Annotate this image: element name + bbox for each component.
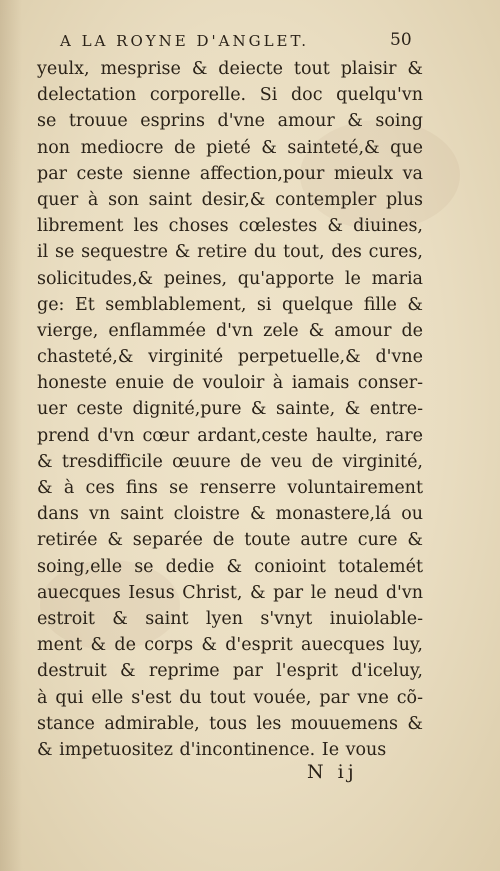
text-line: yeulx, mesprise & deiecte tout plaisir & bbox=[37, 59, 423, 79]
text-line: auecques Iesus Christ, & par le neud d'vn bbox=[37, 582, 423, 603]
text-line: & impetuositez d'incontinence. Ie vous bbox=[37, 739, 387, 760]
page-number: 50 bbox=[390, 30, 412, 50]
page-header bbox=[60, 32, 440, 56]
text-line: à qui elle s'est du tout vouée, par vne cõ- bbox=[37, 687, 423, 708]
text-line: chasteté,& virginité perpetuelle,& d'vne bbox=[37, 347, 423, 368]
text-line: destruit & reprime par l'esprit d'iceluy, bbox=[37, 661, 423, 682]
text-line: estroit & saint lyen s'vnyt inuiolable- bbox=[37, 608, 423, 629]
text-line: & tresdifficile œuure de veu de virginité, bbox=[37, 451, 423, 472]
text-line: solicitudes,& peines, qu'apporte le maria bbox=[37, 268, 423, 289]
running-title: A LA ROYNE D'ANGLET. bbox=[60, 32, 310, 50]
text-line: retirée & separée de toute autre cure & bbox=[37, 530, 423, 551]
text-line: non mediocre de pieté & sainteté,& que bbox=[37, 137, 423, 158]
text-line: se trouue esprins d'vne amour & soing bbox=[37, 111, 423, 132]
text-line: librement les choses cœlestes & diuines, bbox=[37, 216, 423, 237]
text-line: dans vn saint cloistre & monastere,lá ou bbox=[37, 504, 423, 525]
text-line: uer ceste dignité,pure & sainte, & entre- bbox=[37, 399, 423, 420]
text-line: stance admirable, tous les mouuemens & bbox=[37, 713, 423, 734]
text-line: ment & de corps & d'esprit auecques luy, bbox=[37, 635, 423, 656]
text-line: honeste enuie de vouloir à iamais conser- bbox=[37, 373, 423, 394]
text-line: prend d'vn cœur ardant,ceste haulte, rare bbox=[37, 425, 423, 446]
text-line: & à ces fins se renserre voluntairement bbox=[37, 478, 423, 498]
signature-mark: N ij bbox=[307, 761, 358, 783]
text-line: ge: Et semblablement, si quelque fille & bbox=[37, 294, 423, 315]
text-line: vierge, enflammée d'vn zele & amour de bbox=[37, 320, 423, 341]
body-text bbox=[37, 56, 423, 763]
text-line: delectation corporelle. Si doc quelqu'vn bbox=[37, 85, 423, 106]
text-line: soing,elle se dedie & conioint totalemét bbox=[37, 556, 423, 577]
text-line: quer à son saint desir,& contempler plus bbox=[37, 189, 423, 210]
text-line: par ceste sienne affection,pour mieulx va bbox=[37, 163, 423, 184]
text-line: il se sequestre & retire du tout, des cures, bbox=[37, 242, 423, 263]
